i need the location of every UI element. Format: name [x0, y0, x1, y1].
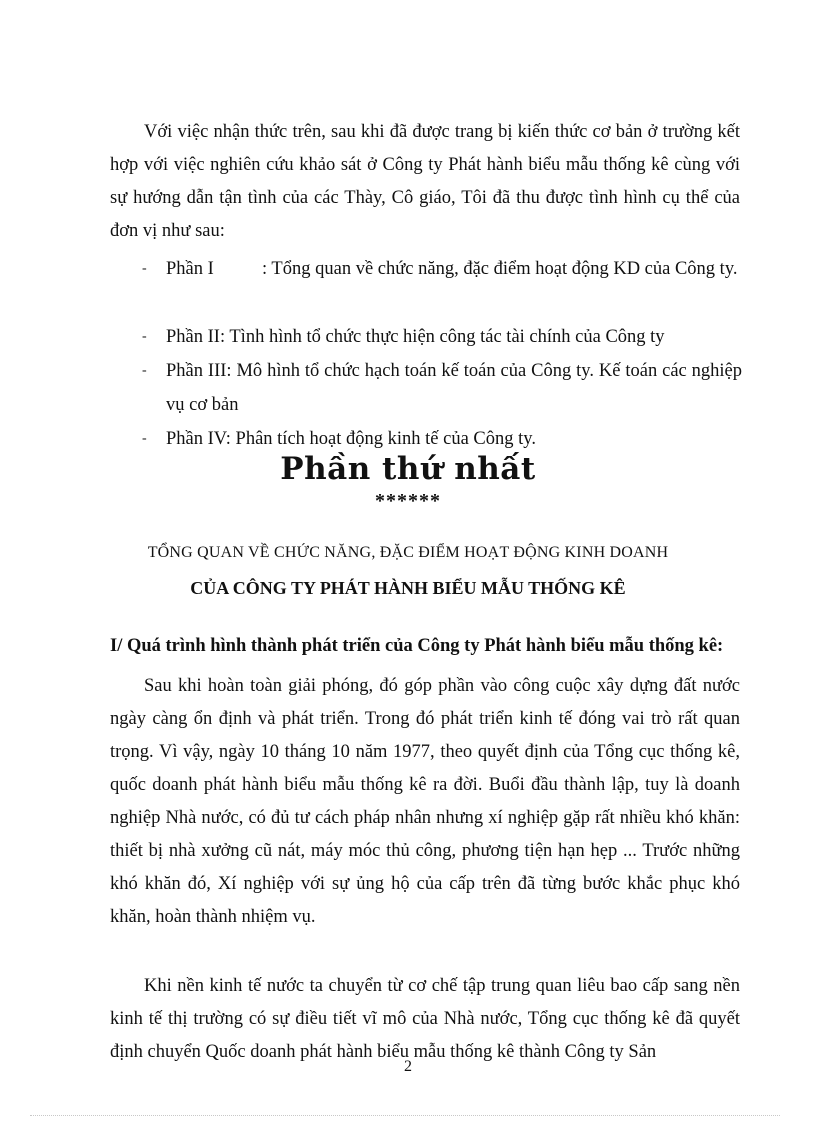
section-title: I/ Quá trình hình thành phát triển của Công ty Phát hành biểu mẫu thống kê: — [110, 636, 724, 656]
dash-bullet-icon: - — [142, 363, 147, 378]
outline-item-label: Phần II — [166, 327, 220, 347]
stars-divider: ****** — [375, 490, 441, 512]
part-title: Phần thứ nhất — [280, 451, 536, 487]
section-paragraph-2: Khi nền kinh tế nước ta chuyển từ cơ chế tập trung quan liêu bao cấp sang nền kinh tế thị trường có sự điều tiết vĩ mô của Nhà nước, Tổng cục thống kê đã quyết định chuyển Quốc doanh phát hành biểu mẫu thống kê thành Công ty Sản — [110, 976, 740, 1062]
outline-item-label: Phần I — [166, 259, 214, 279]
chapter-heading-line1: TỔNG QUAN VỀ CHỨC NĂNG, ĐẶC ĐIỂM HOẠT ĐỘNG KINH DOANH — [147, 544, 669, 561]
dash-bullet-icon: - — [142, 431, 147, 446]
footer-divider — [30, 1115, 780, 1116]
dash-bullet-icon: - — [142, 329, 147, 344]
page-number: 2 — [404, 1058, 412, 1075]
intro-paragraph: Với việc nhận thức trên, sau khi đã được trang bị kiến thức cơ bản ở trường kết hợp với việc nghiên cứu khảo sát ở Công ty Phát hành biểu mẫu thống kê cùng với sự hướng dẫn tận tình của các Thày, Cô giáo, Tôi đã thu được tình hình cụ thể của đơn vị như sau: — [110, 122, 740, 241]
outline-item-text: : Tình hình tổ chức thực hiện công tác tài chính của Công ty — [219, 327, 665, 347]
dash-bullet-icon: - — [142, 261, 147, 276]
outline-item-label: Phần III — [166, 361, 227, 381]
outline-list — [110, 252, 742, 456]
outline-item-1 — [110, 252, 742, 320]
section-paragraph-1: Sau khi hoàn toàn giải phóng, đó góp phần vào công cuộc xây dựng đất nước ngày càng ổn định và phát triển. Trong đó phát triển kinh tế đóng vai trò rất quan trọng. Vì vậy, ngày 10 tháng 10 năm 1977, theo quyết định của Tổng cục thống kê, quốc doanh phát hành biểu mẫu thống kê ra đời. Buổi đầu thành lập, tuy là doanh nghiệp Nhà nước, có đủ tư cách pháp nhân nhưng xí nghiệp gặp rất nhiều khó khăn: thiết bị nhà xưởng cũ nát, máy móc thủ công, phương tiện hạn hẹp ... Trước những khó khăn đó, Xí nghiệp với sự ủng hộ của cấp trên đã từng bước khắc phục khó khăn, hoàn thành nhiệm vụ. — [110, 676, 740, 927]
outline-item-label: Phần IV — [166, 429, 226, 449]
chapter-heading-line2: CỦA CÔNG TY PHÁT HÀNH BIỂU MẪU THỐNG KÊ — [190, 578, 626, 598]
outline-item-2 — [110, 320, 742, 354]
outline-item-text: : Tổng quan về chức năng, đặc điểm hoạt động KD của Công ty. — [262, 259, 738, 279]
outline-item-3 — [110, 354, 742, 422]
outline-item-text: : Mô hình tổ chức hạch toán kế toán của Công ty. Kế toán các nghiệp vụ cơ bản — [166, 361, 743, 415]
outline-item-text: : Phân tích hoạt động kinh tế của Công ty. — [225, 429, 536, 449]
